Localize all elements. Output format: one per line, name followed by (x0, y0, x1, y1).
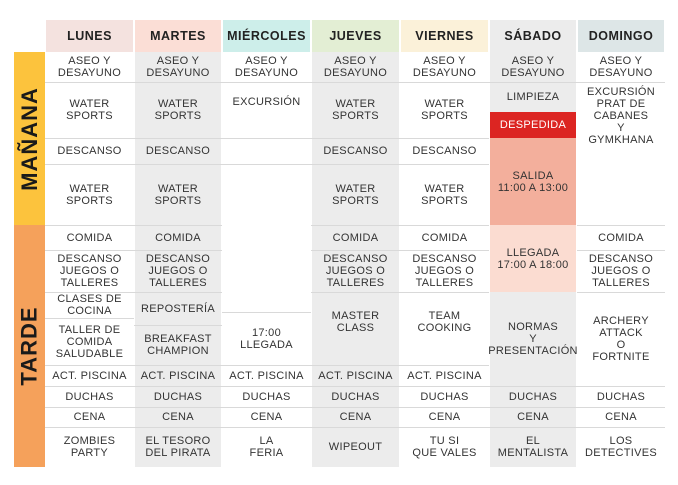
cell-night-martes: EL TESORO DEL PIRATA (135, 427, 221, 467)
cell-cena-jueves: CENA (312, 407, 399, 427)
cell-clases-cocina-lunes: CLASES DE COCINA (57, 293, 122, 317)
cell-night-viernes: TU SI QUE VALES (412, 435, 477, 459)
cell-aseo-viernes: ASEO Y DESAYUNO (412, 55, 477, 79)
day-header-jueves: JUEVES (312, 20, 399, 52)
row-divider (45, 138, 489, 139)
cell-cena-sabado: CENA (490, 407, 576, 427)
row-divider (45, 407, 665, 408)
cell-descanso-lunes: DESCANSO (57, 145, 122, 157)
row-divider (577, 225, 665, 226)
day-header-domingo: DOMINGO (578, 20, 664, 52)
cell-descanso-jueves: DESCANSO (312, 138, 399, 164)
cell-comida-martes: COMIDA (135, 225, 221, 250)
cell-limpieza-sabado: LIMPIEZA (490, 82, 576, 112)
row-divider (45, 250, 222, 251)
cell-comida-viernes: COMIDA (421, 231, 468, 244)
cell-descanso-viernes: DESCANSO (412, 145, 477, 157)
cell-duchas-lunes: DUCHAS (65, 390, 114, 403)
day-header-martes: MARTES (135, 20, 221, 52)
cell-reposteria-martes: REPOSTERÍA (135, 292, 221, 325)
cell-excursion-miercoles: EXCURSIÓN (232, 96, 301, 108)
row-divider (45, 427, 665, 428)
cell-aseo-lunes: ASEO Y DESAYUNO (57, 55, 122, 79)
cell-piscina-martes: ACT. PISCINA (135, 365, 221, 386)
cell-water2-lunes: WATER SPORTS (66, 182, 113, 207)
cell-descanso-juegos-martes: DESCANSO JUEGOS O TALLERES (135, 250, 221, 292)
cell-comida-domingo: COMIDA (598, 231, 644, 244)
cell-breakfast-martes: BREAKFAST CHAMPION (135, 325, 221, 365)
day-header-miercoles: MIÉRCOLES (223, 20, 310, 52)
cell-duchas-miercoles: DUCHAS (242, 390, 291, 403)
cell-aseo-sabado: ASEO Y DESAYUNO (490, 52, 576, 82)
cell-duchas-sabado: DUCHAS (490, 386, 576, 407)
row-divider (311, 250, 489, 251)
cell-descanso-juegos-jueves: DESCANSO JUEGOS O TALLERES (312, 250, 399, 292)
row-divider (577, 250, 665, 251)
cell-duchas-jueves: DUCHAS (312, 386, 399, 407)
cell-piscina-lunes: ACT. PISCINA (52, 369, 127, 382)
cell-water-lunes: WATER SPORTS (66, 98, 113, 122)
cell-descanso-juegos-viernes: DESCANSO JUEGOS O TALLERES (412, 253, 477, 289)
cell-aseo-miercoles: ASEO Y DESAYUNO (234, 55, 299, 79)
row-divider (45, 386, 665, 387)
cell-water-viernes: WATER SPORTS (421, 98, 468, 122)
cell-piscina-jueves: ACT. PISCINA (312, 365, 399, 386)
cell-llegada-miercoles: 17:00 LLEGADA (240, 326, 293, 351)
cell-normas-sabado: NORMAS Y PRESENTACIÓN (490, 292, 576, 386)
cell-water-martes: WATER SPORTS (135, 82, 221, 138)
row-divider (311, 292, 489, 293)
day-header-sabado: SÁBADO (490, 20, 576, 52)
cell-archery-domingo: ARCHERY ATTACK O FORTNITE (592, 315, 650, 363)
cell-comida-lunes: COMIDA (66, 231, 113, 244)
row-divider (134, 325, 222, 326)
cell-aseo-domingo: ASEO Y DESAYUNO (589, 55, 653, 79)
tarde-label: TARDE (16, 306, 42, 386)
cell-master-jueves: MASTER CLASS (312, 292, 399, 365)
cell-salida-sabado: SALIDA 11:00 A 13:00 (490, 138, 576, 225)
cell-piscina-viernes: ACT. PISCINA (407, 369, 482, 382)
cell-excursion-prat-domingo: EXCURSIÓN PRAT DE CABANES Y GYMKHANA (586, 86, 656, 146)
cell-cena-domingo: CENA (605, 411, 637, 423)
cell-night-domingo: LOS DETECTIVES (584, 435, 658, 459)
cell-cena-lunes: CENA (73, 411, 106, 423)
cell-descanso-juegos-lunes: DESCANSO JUEGOS O TALLERES (57, 253, 122, 289)
cell-water-jueves: WATER SPORTS (312, 82, 399, 138)
cell-water2-viernes: WATER SPORTS (421, 182, 468, 207)
cell-water2-jueves: WATER SPORTS (312, 164, 399, 225)
cell-night-sabado: EL MENTALISTA (490, 427, 576, 467)
cell-night-jueves: WIPEOUT (312, 427, 399, 467)
cell-duchas-martes: DUCHAS (135, 386, 221, 407)
cell-team-viernes: TEAM COOKING (417, 310, 472, 334)
cell-descanso-martes: DESCANSO (135, 138, 221, 164)
cell-duchas-viernes: DUCHAS (420, 390, 469, 403)
row-divider (45, 318, 134, 319)
cell-night-lunes: ZOMBIES PARTY (63, 435, 116, 459)
cell-aseo-jueves: ASEO Y DESAYUNO (312, 52, 399, 82)
row-divider (45, 225, 222, 226)
cell-cena-martes: CENA (135, 407, 221, 427)
row-divider (222, 312, 311, 313)
section-label-manana (14, 52, 45, 225)
day-header-viernes: VIERNES (401, 20, 488, 52)
cell-cena-miercoles: CENA (250, 411, 283, 423)
row-divider (45, 82, 665, 83)
row-divider (45, 164, 489, 165)
day-header-lunes: LUNES (46, 20, 133, 52)
manana-label: MAÑANA (16, 86, 42, 191)
row-divider (311, 225, 489, 226)
cell-cena-viernes: CENA (428, 411, 461, 423)
cell-aseo-martes: ASEO Y DESAYUNO (135, 52, 221, 82)
cell-despedida-sabado: DESPEDIDA (490, 112, 576, 138)
cell-descanso-juegos-domingo: DESCANSO JUEGOS O TALLERES (588, 253, 654, 289)
cell-llegada-sabado: LLEGADA 17:00 A 18:00 (490, 225, 576, 292)
row-divider (45, 292, 222, 293)
cell-water2-martes: WATER SPORTS (135, 164, 221, 225)
row-divider (577, 292, 665, 293)
cell-duchas-domingo: DUCHAS (596, 390, 646, 403)
row-divider (45, 365, 489, 366)
cell-taller-comida-lunes: TALLER DE COMIDA SALUDABLE (55, 323, 124, 360)
section-label-tarde (14, 225, 45, 467)
cell-comida-jueves: COMIDA (312, 225, 399, 250)
cell-night-miercoles: LA FERIA (249, 435, 284, 459)
cell-piscina-miercoles: ACT. PISCINA (229, 369, 304, 382)
